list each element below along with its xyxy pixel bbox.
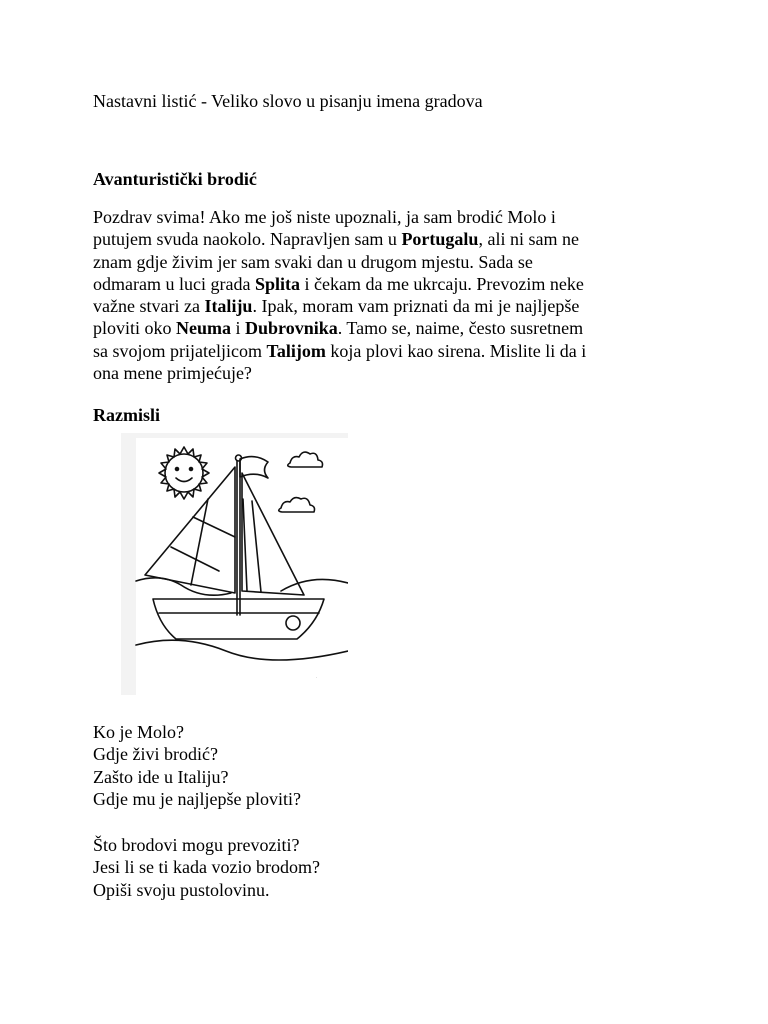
story-text: . Ipak, moram vam priznati da mi je najljepše [252, 296, 580, 317]
story-text: i čekam da me ukrcaju. Prevozim neke [299, 273, 584, 294]
story-text: odmaram u luci grada [93, 273, 255, 294]
story-line [93, 228, 683, 250]
story-text: ona mene primjećuje? [93, 363, 252, 384]
city-name: Dubrovnika [245, 318, 338, 339]
svg-text:.: . [316, 674, 318, 679]
story-text: znam gdje živim jer sam svaki dan u drugom mjestu. Sada se [93, 251, 533, 272]
city-name: Talijom [266, 340, 326, 361]
story-paragraph [93, 206, 683, 384]
story-line [93, 340, 683, 362]
story-line [93, 362, 683, 384]
city-name: Portugalu [401, 229, 479, 250]
question: Gdje mu je najljepše ploviti? [93, 788, 301, 809]
story-line [93, 251, 683, 273]
story-text: , ali ni sam ne [478, 229, 579, 250]
story-title: Avanturistički brodić [93, 169, 257, 189]
city-name: Italiju [204, 296, 253, 317]
story-text: koja plovi kao sirena. Mislite li da i [325, 340, 587, 361]
story-text: Pozdrav svima! Ako me još niste upoznali, ja sam brodić Molo i [93, 207, 556, 227]
question: Ko je Molo? [93, 722, 184, 742]
question: Opiši svoju pustolovinu. [93, 879, 270, 900]
question: Jesi li se ti kada vozio brodom? [93, 857, 320, 878]
story-text: i [231, 318, 246, 339]
story-line [93, 295, 683, 317]
city-name: Neuma [176, 318, 232, 339]
questions-group-1 [93, 721, 301, 810]
story-text: važne stvari za [93, 296, 205, 317]
question: Zašto ide u Italiju? [93, 766, 229, 787]
story-text: sa svojom prijateljicom [93, 340, 267, 361]
think-heading: Razmisli [93, 405, 160, 425]
story-line [93, 317, 683, 339]
sailboat-illustration [121, 433, 348, 695]
city-name: Splita [254, 273, 300, 294]
questions-group-2 [93, 834, 320, 901]
story-line [93, 206, 683, 228]
question: Gdje živi brodić? [93, 744, 218, 765]
story-text: . Tamo se, naime, često susretnem [337, 318, 584, 339]
story-line [93, 273, 683, 295]
story-text: ploviti oko [93, 318, 177, 339]
story-text: putujem svuda naokolo. Napravljen sam u [93, 229, 402, 250]
page-title: Nastavni listić - Veliko slovo u pisanju imena gradova [93, 91, 483, 111]
question: Što brodovi mogu prevoziti? [93, 835, 300, 855]
